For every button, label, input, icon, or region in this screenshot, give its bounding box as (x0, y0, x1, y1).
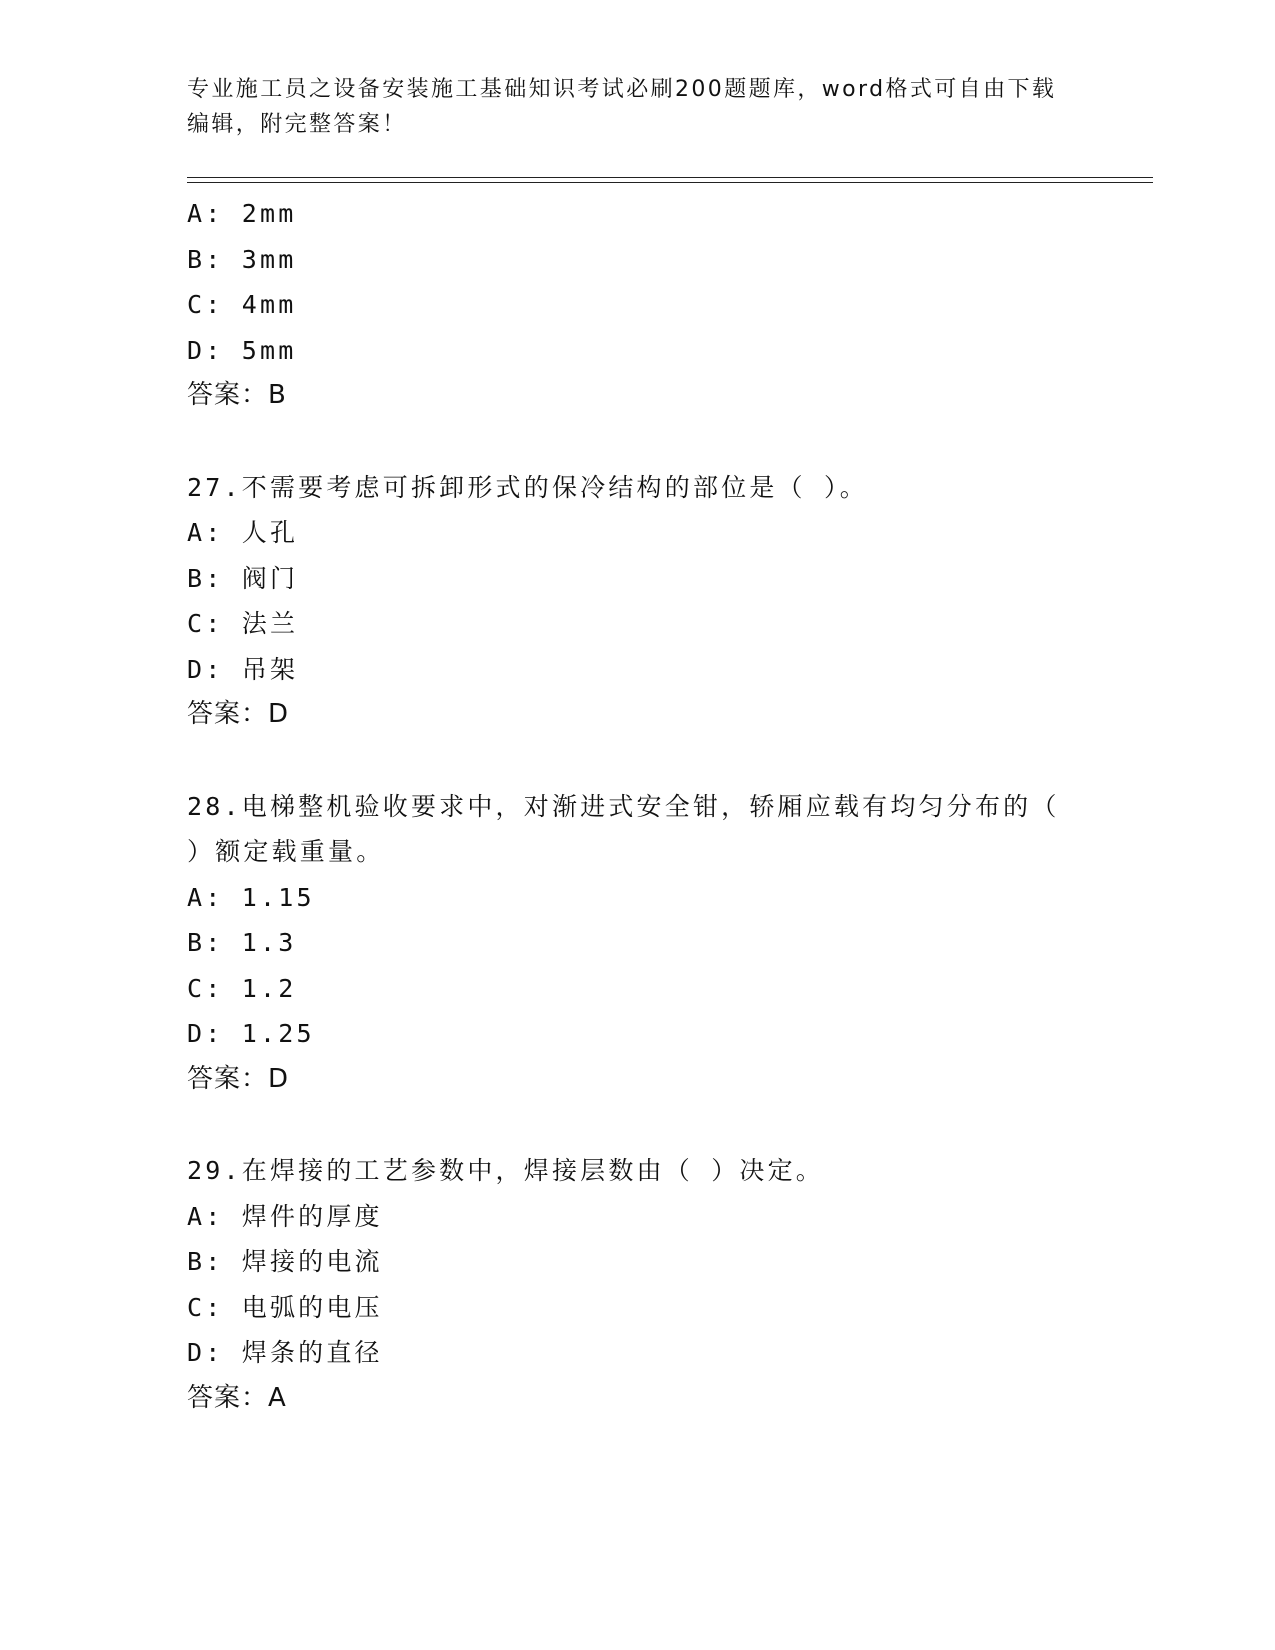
option-d: D: 1.25 (187, 1019, 315, 1048)
option-a: A: 人孔 (187, 518, 299, 547)
option-b: B: 阀门 (187, 563, 299, 593)
option-d: D: 焊条的直径 (187, 1338, 383, 1367)
option-a: A: 焊件的厚度 (187, 1201, 383, 1231)
answer-line: 答案：A (187, 1382, 287, 1413)
block-spacer (187, 1102, 1147, 1148)
header-divider-bottom (187, 182, 1153, 183)
option-c: C: 4mm (187, 290, 297, 319)
option-b: B: 3mm (187, 244, 297, 274)
option-b: B: 焊接的电流 (187, 1247, 383, 1276)
option-c: C: 法兰 (187, 609, 299, 638)
answer-line: 答案：D (187, 1063, 290, 1094)
question-stem: 29.在焊接的工艺参数中，焊接层数由（ ）决定。 (187, 1156, 825, 1185)
question-block-28 (187, 784, 1147, 1103)
header-title-line-2: 编辑，附完整答案！ (187, 112, 407, 137)
block-spacer (187, 738, 1147, 784)
option-a: A: 1.15 (187, 882, 315, 912)
question-stem-continued: ）额定载重量。 (187, 837, 385, 866)
answer-line: 答案：D (187, 699, 290, 729)
header-title-line-1: 专业施工员之设备安装施工基础知识考试必刷200题题库，word格式可自由下载 (187, 77, 1057, 102)
option-d: D: 5mm (187, 335, 297, 365)
question-block-27 (187, 465, 1147, 738)
option-b: B: 1.3 (187, 928, 297, 957)
option-d: D: 吊架 (187, 654, 299, 684)
option-c: C: 电弧的电压 (187, 1292, 383, 1322)
document-header (187, 72, 1087, 142)
option-a: A: 2mm (187, 199, 297, 228)
question-stem: 27.不需要考虑可拆卸形式的保冷结构的部位是（ ）。 (187, 472, 868, 502)
block-spacer (187, 419, 1147, 465)
question-list (187, 191, 1147, 1421)
question-stem: 28.电梯整机验收要求中，对渐进式安全钳，轿厢应载有均匀分布的（ (187, 791, 1060, 821)
header-divider-top (187, 177, 1153, 178)
question-block-26 (187, 191, 1147, 419)
answer-line: 答案：B (187, 380, 287, 410)
option-c: C: 1.2 (187, 973, 297, 1003)
question-block-29 (187, 1148, 1147, 1421)
